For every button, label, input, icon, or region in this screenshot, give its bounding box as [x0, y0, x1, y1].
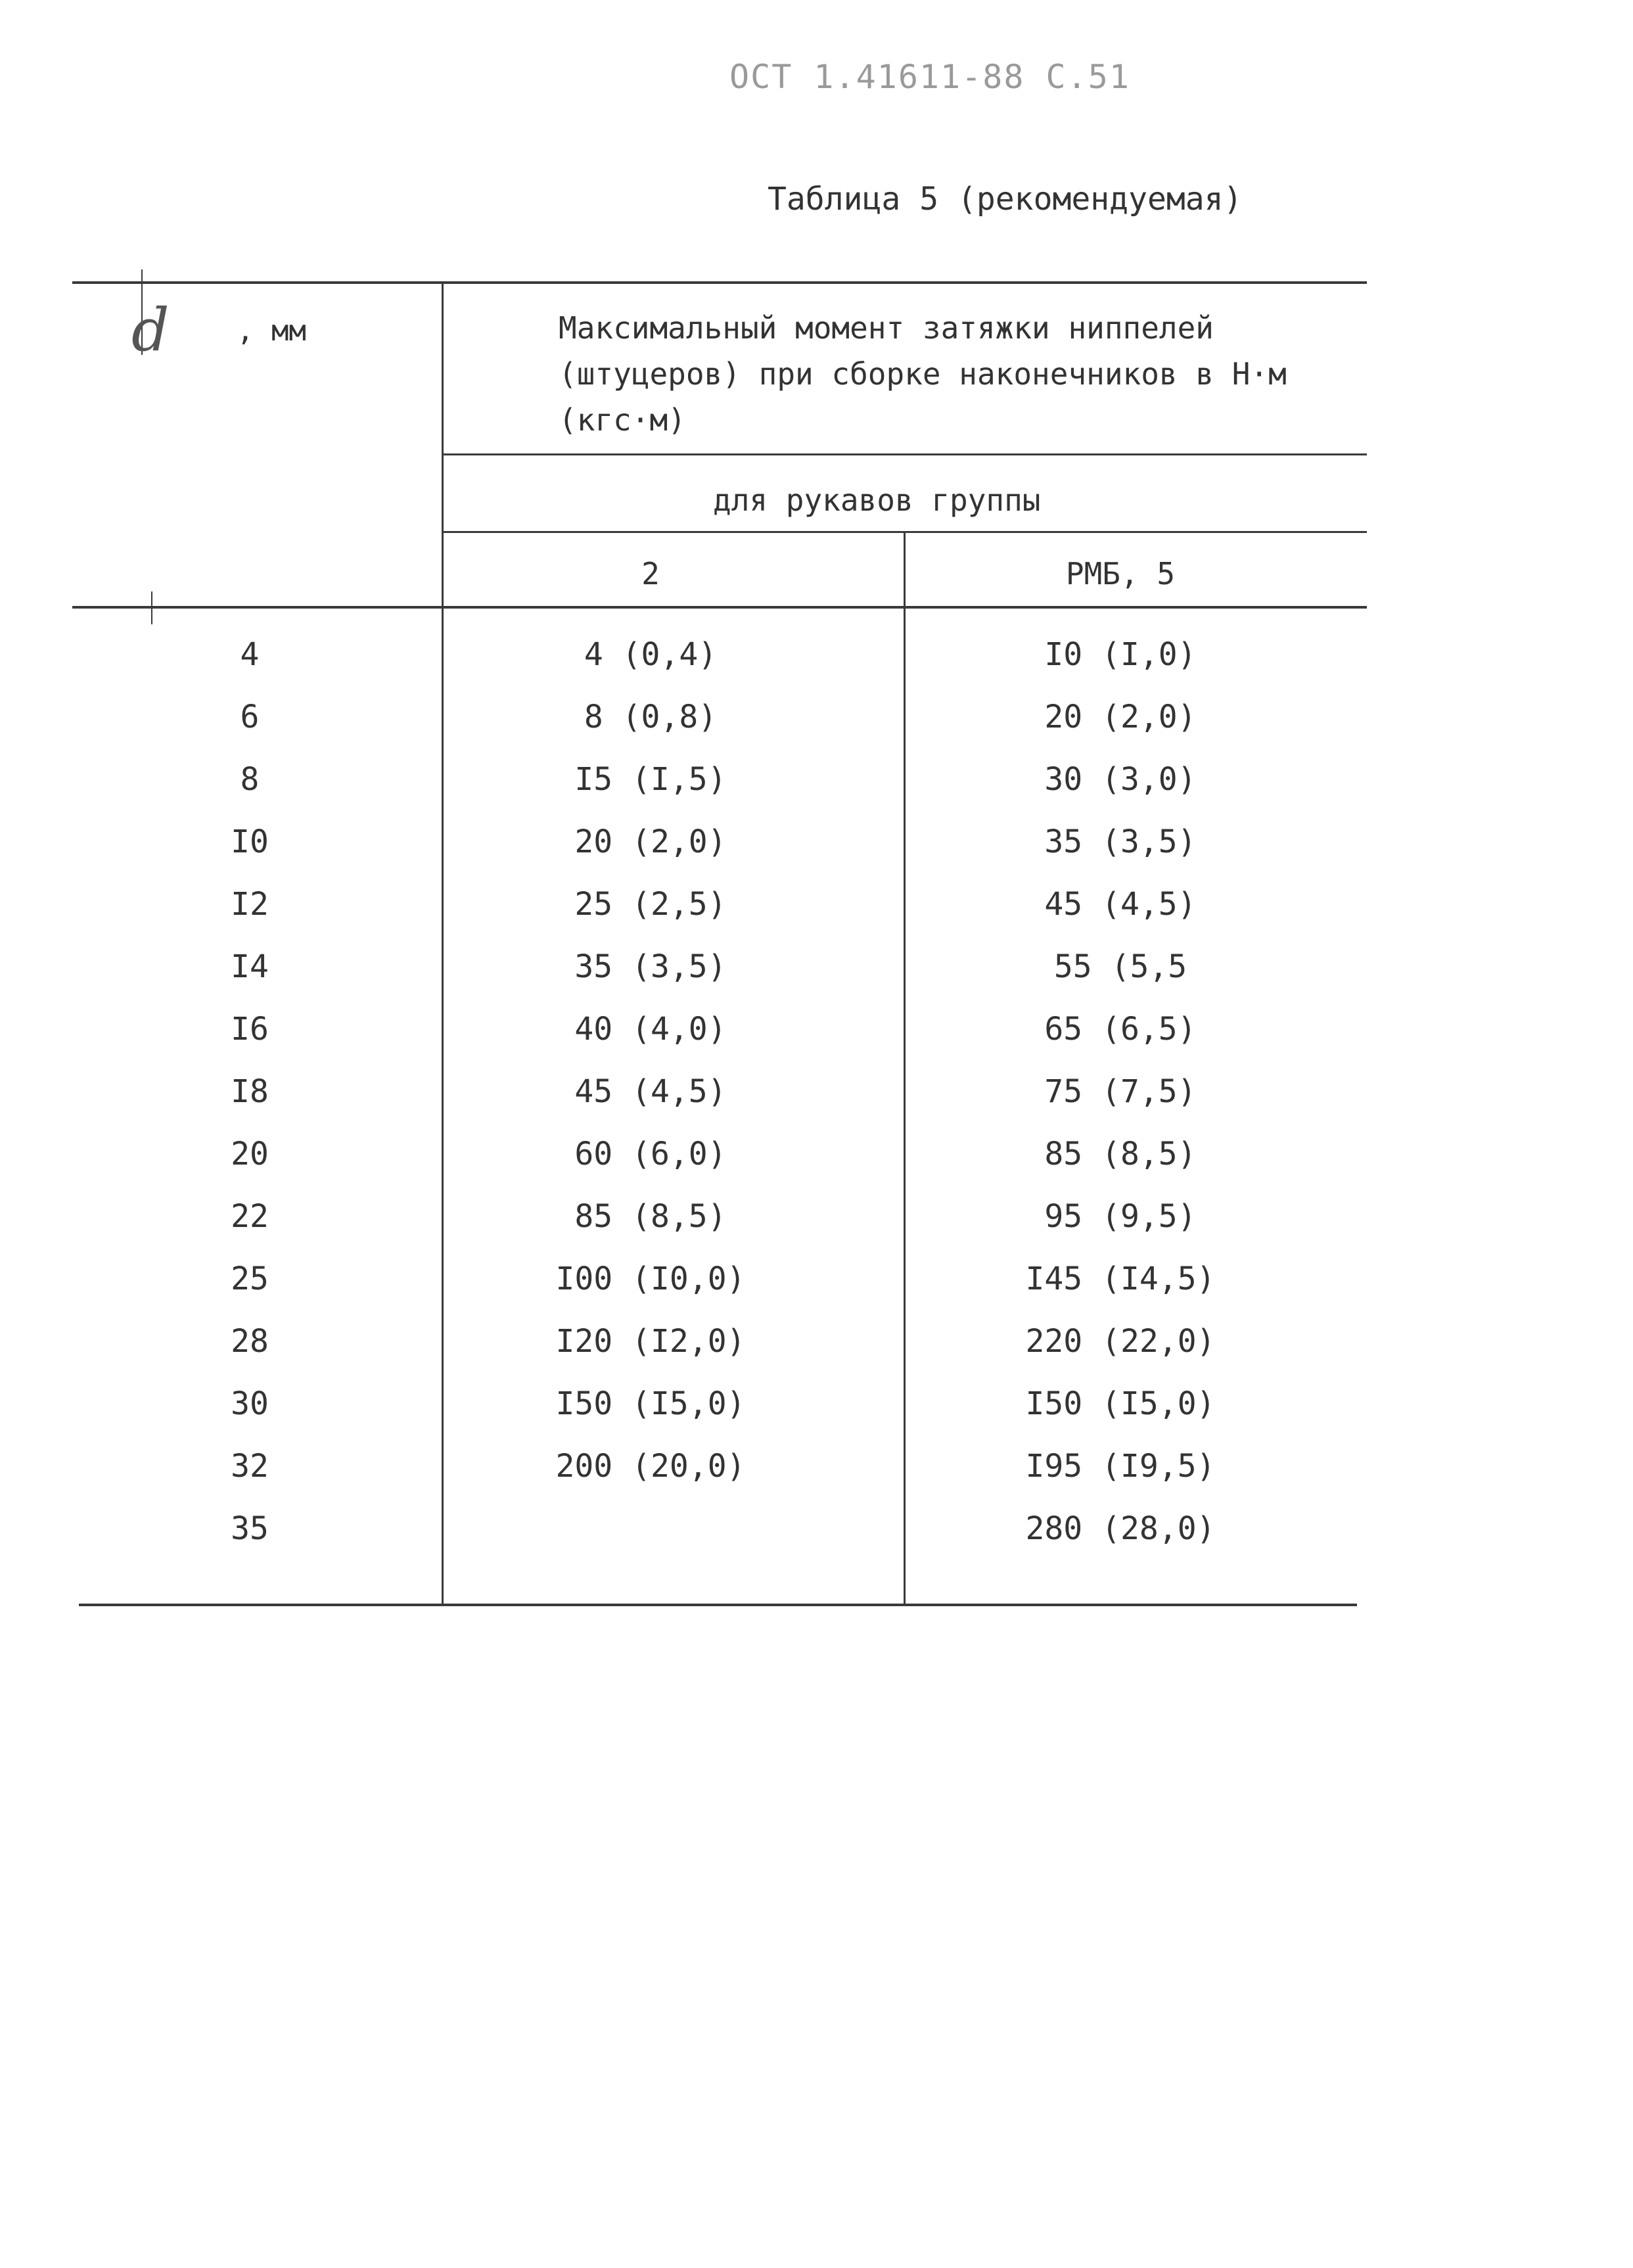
left-margin-tick-lower	[151, 591, 152, 624]
document-code: ОСТ 1.41611-88 С.51	[729, 58, 1130, 96]
table-bottom-rule	[79, 1604, 1357, 1606]
main-header-line-3: (кгс·м)	[559, 402, 686, 438]
row-group5-torque: 95 (9,5)	[1044, 1198, 1197, 1235]
header-rule-1	[444, 453, 1367, 455]
row-diameter: 4	[240, 636, 260, 673]
row-group5-torque: I50 (I5,0)	[1025, 1385, 1216, 1422]
row-group2-torque: I00 (I0,0)	[555, 1261, 746, 1297]
col-divider-left	[442, 281, 444, 1605]
row-group5-torque: 20 (2,0)	[1044, 699, 1197, 735]
row-diameter: I8	[231, 1073, 269, 1110]
row-diameter: 22	[231, 1198, 269, 1235]
row-diameter: I0	[231, 823, 269, 860]
row-group5-torque: I45 (I4,5)	[1025, 1261, 1216, 1297]
row-diameter: I4	[231, 948, 269, 985]
row-group2-torque: I20 (I2,0)	[555, 1323, 746, 1360]
row-group5-torque: 280 (28,0)	[1025, 1510, 1216, 1547]
table-top-rule	[72, 281, 1367, 284]
row-diameter: 8	[240, 761, 260, 798]
row-group2-torque: 85 (8,5)	[574, 1198, 727, 1235]
group-header: для рукавов группы	[713, 482, 1041, 518]
group-col-5-header: РМБ, 5	[1065, 556, 1176, 591]
row-group2-torque: 20 (2,0)	[574, 823, 727, 860]
diameter-unit: , мм	[237, 314, 306, 348]
row-diameter: 35	[231, 1510, 269, 1547]
row-group5-torque: I95 (I9,5)	[1025, 1448, 1216, 1485]
row-diameter: 20	[231, 1136, 269, 1172]
diameter-symbol: d	[131, 296, 170, 365]
row-group2-torque: I50 (I5,0)	[555, 1385, 746, 1422]
row-group5-torque: 220 (22,0)	[1025, 1323, 1216, 1360]
table-caption: Таблица 5 (рекомендуемая)	[768, 181, 1243, 218]
row-group5-torque: 45 (4,5)	[1044, 886, 1197, 923]
row-group5-torque: 75 (7,5)	[1044, 1073, 1197, 1110]
row-group5-torque: 65 (6,5)	[1044, 1011, 1197, 1048]
row-group2-torque: 4 (0,4)	[584, 636, 718, 673]
row-diameter: I2	[231, 886, 269, 923]
row-group2-torque: 200 (20,0)	[555, 1448, 746, 1485]
row-diameter: 28	[231, 1323, 269, 1360]
row-group2-torque: I5 (I,5)	[574, 761, 727, 798]
row-group5-torque: I0 (I,0)	[1044, 636, 1197, 673]
row-group2-torque: 8 (0,8)	[584, 699, 718, 735]
header-bottom-rule	[72, 606, 1367, 609]
group-col-2-header: 2	[641, 556, 660, 591]
row-group5-torque: 35 (3,5)	[1044, 823, 1197, 860]
col-divider-right	[904, 531, 906, 1605]
row-diameter: 25	[231, 1261, 269, 1297]
row-group2-torque: 25 (2,5)	[574, 886, 727, 923]
row-diameter: 6	[240, 699, 260, 735]
row-diameter: 32	[231, 1448, 269, 1485]
row-group5-torque: 85 (8,5)	[1044, 1136, 1197, 1172]
row-group2-torque: 60 (6,0)	[574, 1136, 727, 1172]
main-header-line-1: Максимальный момент затяжки ниппелей	[559, 310, 1214, 346]
row-group5-torque: 55 (5,5	[1053, 948, 1187, 985]
row-group2-torque: 45 (4,5)	[574, 1073, 727, 1110]
row-diameter: I6	[231, 1011, 269, 1048]
main-header-line-2: (штуцеров) при сборке наконечников в Н·м	[559, 356, 1287, 392]
row-group5-torque: 30 (3,0)	[1044, 761, 1197, 798]
row-group2-torque: 35 (3,5)	[574, 948, 727, 985]
row-group2-torque: 40 (4,0)	[574, 1011, 727, 1048]
row-diameter: 30	[231, 1385, 269, 1422]
